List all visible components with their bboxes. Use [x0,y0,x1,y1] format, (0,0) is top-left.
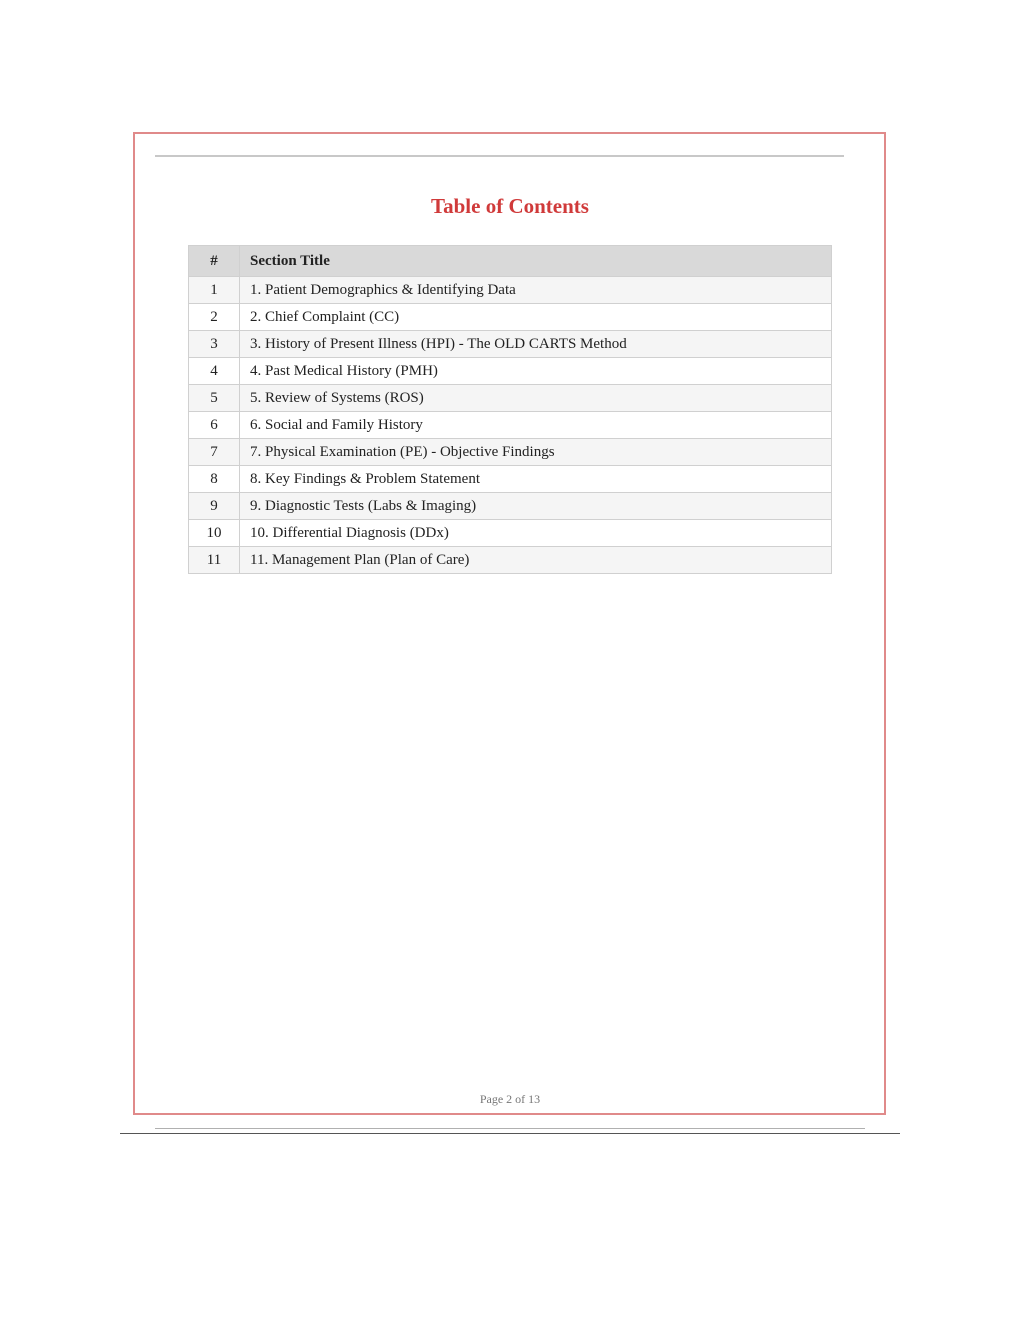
toc-row-title[interactable]: 1. Patient Demographics & Identifying Data [240,277,832,304]
toc-row-title[interactable]: 3. History of Present Illness (HPI) - The OLD CARTS Method [240,331,832,358]
toc-row[interactable] [189,520,832,547]
toc-row-title[interactable]: 2. Chief Complaint (CC) [240,304,832,331]
toc-title: Table of Contents [431,194,589,218]
toc-row[interactable] [189,331,832,358]
toc-row-number: 5 [189,385,240,412]
toc-row-title[interactable]: 7. Physical Examination (PE) - Objective Findings [240,439,832,466]
toc-row[interactable] [189,358,832,385]
toc-row[interactable] [189,385,832,412]
footer-rule [155,1128,865,1129]
toc-row-title[interactable]: 11. Management Plan (Plan of Care) [240,547,832,574]
toc-row-title[interactable]: 5. Review of Systems (ROS) [240,385,832,412]
page-break-rule [120,1133,900,1134]
toc-row-title[interactable]: 4. Past Medical History (PMH) [240,358,832,385]
page-number: Page 2 of 13 [479,1092,541,1106]
toc-row[interactable] [189,412,832,439]
toc-row-number: 6 [189,412,240,439]
header-rule [155,155,844,157]
toc-row[interactable] [189,304,832,331]
toc-row-number: 3 [189,331,240,358]
toc-row-number: 8 [189,466,240,493]
toc-table [188,245,832,574]
toc-row-number: 1 [189,277,240,304]
toc-header-section-title: Section Title [240,246,832,277]
toc-header-number: # [189,246,240,277]
toc-row-number: 2 [189,304,240,331]
toc-row[interactable] [189,547,832,574]
toc-row[interactable] [189,466,832,493]
toc-row-number: 10 [189,520,240,547]
toc-row[interactable] [189,493,832,520]
toc-row-title[interactable]: 9. Diagnostic Tests (Labs & Imaging) [240,493,832,520]
toc-row[interactable] [189,277,832,304]
toc-row-title[interactable]: 8. Key Findings & Problem Statement [240,466,832,493]
toc-row-number: 9 [189,493,240,520]
toc-row-title[interactable]: 6. Social and Family History [240,412,832,439]
toc-row-number: 11 [189,547,240,574]
toc-row-number: 4 [189,358,240,385]
toc-row[interactable] [189,439,832,466]
toc-row-number: 7 [189,439,240,466]
toc-header-row [189,246,832,277]
toc-row-title[interactable]: 10. Differential Diagnosis (DDx) [240,520,832,547]
